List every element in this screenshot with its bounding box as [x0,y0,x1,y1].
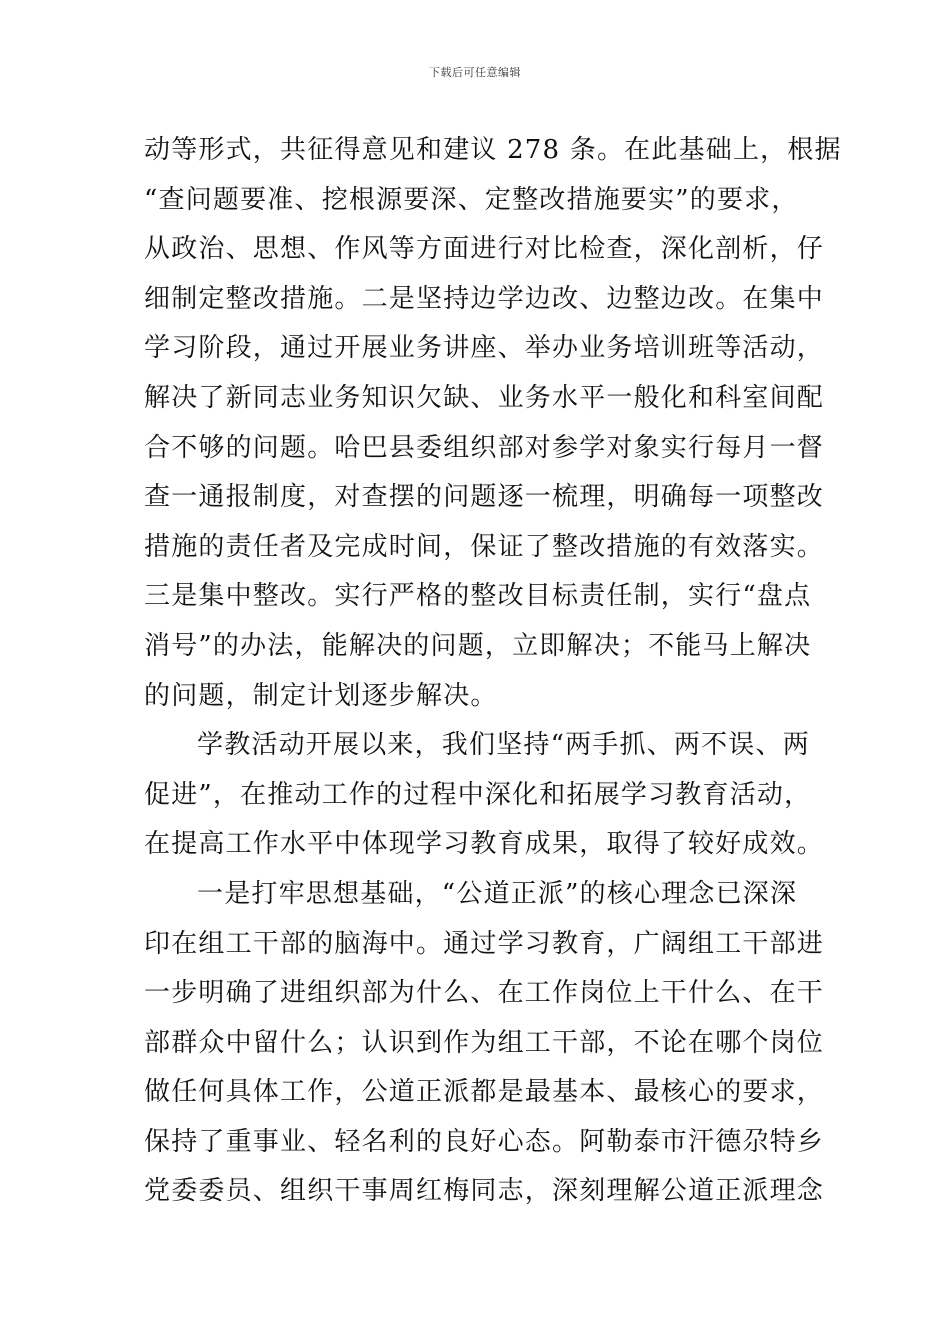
paragraph-first-line: 一是打牢思想基础，“公道正派”的核心理念已深深 [197,878,798,909]
text-line: 查一通报制度，对查摆的问题逐一梳理，明确每一项整改 [144,482,825,513]
text-line: 的问题，制定计划逐步解决。 [144,680,498,711]
text-line: 消号”的办法，能解决的问题，立即解决；不能马上解决 [144,630,812,661]
document-body [144,126,842,1217]
text-line: 三是集中整改。实行严格的整改目标责任制，实行“盘点 [144,581,812,612]
text-line: 细制定整改措施。二是坚持边学边改、边整边改。在集中 [144,283,825,314]
text-line: 党委委员、组织干事周红梅同志，深刻理解公道正派理念 [144,1176,825,1207]
text-line: 措施的责任者及完成时间，保证了整改措施的有效落实。 [144,531,825,562]
text-line: 做任何具体工作，公道正派都是最基本、最核心的要求， [144,1077,825,1108]
text-line: 学习阶段，通过开展业务讲座、举办业务培训班等活动， [144,333,825,364]
text-line: 从政治、思想、作风等方面进行对比检查，深化剖析，仔 [144,234,825,265]
text-line: “查问题要准、挖根源要深、定整改措施要实”的要求， [144,184,799,215]
text-line: 部群众中留什么；认识到作为组工干部，不论在哪个岗位 [144,1027,825,1058]
text-line: 一步明确了进组织部为什么、在工作岗位上干什么、在干 [144,978,825,1009]
text-line: 动等形式，共征得意见和建议 278 条。在此基础上，根据 [144,135,842,165]
text-line: 促进”，在推动工作的过程中深化和拓展学习教育活动， [144,779,812,810]
paragraph-first-line: 学教活动开展以来，我们坚持“两手抓、两不误、两 [197,730,810,761]
page-header: 下载后可任意编辑 [429,66,521,79]
text-line: 解决了新同志业务知识欠缺、业务水平一般化和科室间配 [144,382,825,413]
text-line: 在提高工作水平中体现学习教育成果，取得了较好成效。 [144,829,825,860]
text-line: 印在组工干部的脑海中。通过学习教育，广阔组工干部进 [144,928,825,959]
text-line: 保持了重事业、轻名利的良好心态。阿勒泰市汗德尕特乡 [144,1126,825,1157]
text-line: 合不够的问题。哈巴县委组织部对参学对象实行每月一督 [144,432,825,463]
